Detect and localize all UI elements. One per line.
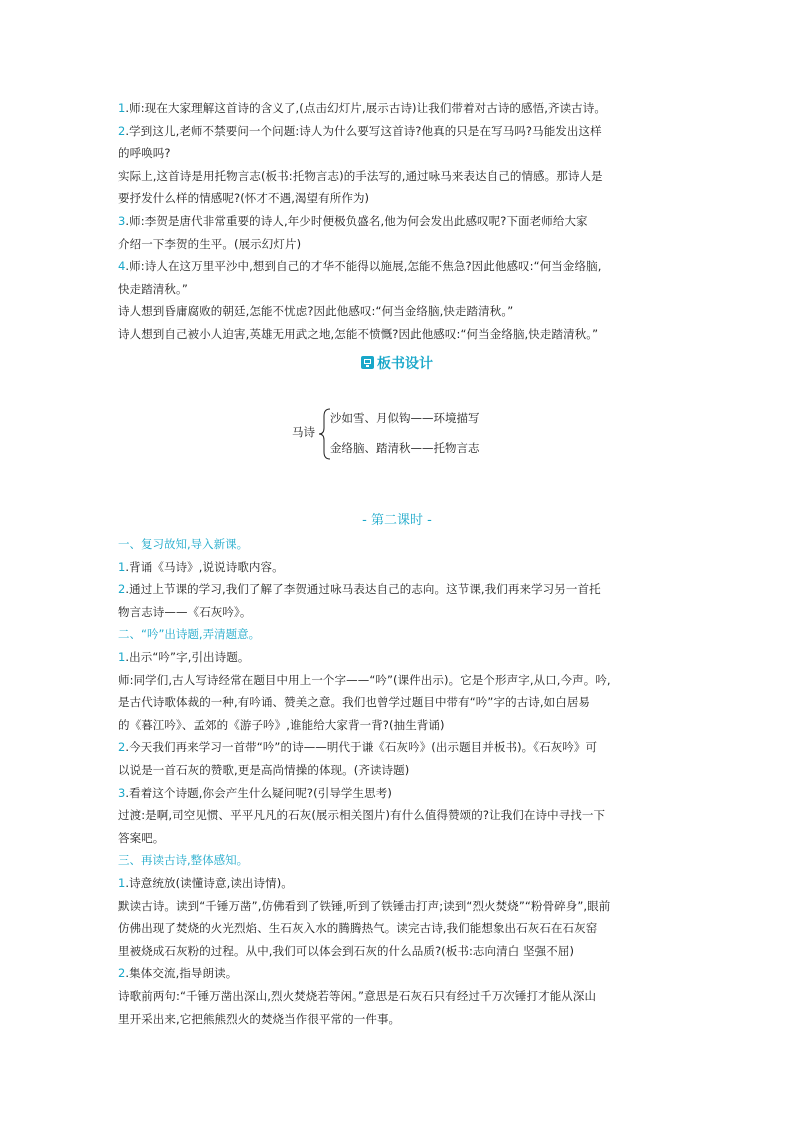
text-line xyxy=(118,278,678,301)
text-line xyxy=(118,962,678,985)
line-text: 以说是一首石灰的赞歌,更是高尚情操的体现。(齐读诗题) xyxy=(118,762,410,777)
line-text: .师:李贺是唐代非常重要的诗人,年少时便极负盛名,他为何会发出此感叹呢?下面老师给大家 xyxy=(125,213,588,228)
blackboard-icon xyxy=(361,356,374,369)
text-line xyxy=(118,210,678,233)
board-branch-1: 沙如雪、月似钩——环境描写 xyxy=(330,411,480,425)
line-text: 师:同学们,古人写诗经常在题目中用上一个字——“吟”(课件出示)。它是个形声字,从口,今声。吟, xyxy=(118,672,611,687)
line-text: 是古代诗歌体裁的一种,有吟诵、赞美之意。我们也曾学过题目中带有“吟”字的古诗,如白居易 xyxy=(118,695,591,710)
section-two-heading: 二、“吟”出诗题,弄清题意。 xyxy=(118,627,261,642)
board-title-text: 板书设计 xyxy=(377,356,433,372)
text-line xyxy=(118,323,678,346)
text-line xyxy=(118,646,678,669)
line-text: 物言志诗——《石灰吟》。 xyxy=(118,604,252,619)
lesson-title: - 第二课时 - xyxy=(362,513,432,528)
line-text: 诗歌前两句:“千锤万凿出深山,烈火焚烧若等闲。”意思是石灰石只有经过千万次锤打才能从深山 xyxy=(118,988,597,1003)
line-text: 诗人想到自己被小人迫害,英雄无用武之地,怎能不愤慨?因此他感叹:“何当金络脑,快走踏清秋。” xyxy=(118,326,599,341)
section-one-body xyxy=(118,556,678,624)
text-line xyxy=(118,759,678,782)
line-text: 实际上,这首诗是用托物言志(板书:托物言志)的手法写的,通过咏马来表达自己的情感。那诗人是 xyxy=(118,168,603,183)
text-line xyxy=(118,165,678,188)
item-number: 1 xyxy=(118,650,126,664)
line-text: 的《暮江吟》、孟郊的《游子吟》,谁能给大家背一背?(抽生背诵) xyxy=(118,717,445,732)
text-line xyxy=(118,895,678,918)
line-text: 答案吧。 xyxy=(118,830,165,845)
line-text: 仿佛出现了焚烧的火光烈焰、生石灰入水的腾腾热气。读完古诗,我们能想象出石灰石在石灰窑 xyxy=(118,921,598,936)
line-text: 过渡:是啊,司空见惯、平平凡凡的石灰(展示相关图片)有什么值得赞颂的?让我们在诗中寻找一下 xyxy=(118,808,606,823)
line-text: .集体交流,指导朗读。 xyxy=(125,966,238,981)
section-three-heading: 三、再读古诗,整体感知。 xyxy=(118,853,249,868)
text-line xyxy=(118,1008,678,1031)
item-number: 1 xyxy=(118,559,126,574)
text-line xyxy=(118,300,678,323)
item-number: 2 xyxy=(118,582,126,597)
text-line xyxy=(118,804,678,827)
text-line xyxy=(118,233,678,256)
text-line xyxy=(118,187,678,210)
board-branch-2: 金络脑、踏清秋——托物言志 xyxy=(330,441,480,455)
board-root: 马诗 xyxy=(292,425,315,439)
item-number: 4 xyxy=(118,259,126,274)
line-text: 里开采出来,它把熊熊烈火的焚烧当作很平常的一件事。 xyxy=(118,1011,401,1026)
section-one-heading: 一、复习故知,导入新课。 xyxy=(118,537,249,551)
text-line xyxy=(118,601,678,624)
text-line xyxy=(118,669,678,692)
line-text: .学到这儿,老师不禁要问一个问题:诗人为什么要写这首诗?他真的只是在写马吗?马能发出这样 xyxy=(125,123,602,138)
text-line xyxy=(118,556,678,579)
line-text: 的呼唤吗? xyxy=(118,146,171,161)
text-line xyxy=(118,736,678,759)
text-line xyxy=(118,872,678,895)
line-text: 介绍一下李贺的生平。(展示幻灯片) xyxy=(118,236,302,251)
text-line xyxy=(118,255,678,278)
text-line xyxy=(118,940,678,963)
line-text: 快走踏清秋。” xyxy=(118,281,188,296)
text-line xyxy=(118,578,678,601)
board-design-title xyxy=(0,354,794,374)
line-text: .看着这个诗题,你会产生什么疑问呢?(引导学生思考) xyxy=(125,785,392,800)
text-line xyxy=(118,142,678,165)
text-line xyxy=(118,985,678,1008)
board-diagram xyxy=(292,406,532,462)
item-number: 1 xyxy=(118,876,126,890)
item-number: 3 xyxy=(118,213,126,228)
item-number: 3 xyxy=(118,785,126,800)
line-text: 默读古诗。读到“千锤万凿”,仿佛看到了铁锤,听到了铁锤击打声;读到“烈火焚烧”“粉骨碎身”,眼前 xyxy=(118,898,611,913)
item-number: 2 xyxy=(118,966,126,981)
text-line xyxy=(118,691,678,714)
text-line xyxy=(118,782,678,805)
text-line xyxy=(118,714,678,737)
section-two-body xyxy=(118,646,678,849)
line-text: .通过上节课的学习,我们了解了李贺通过咏马表达自己的志向。这节课,我们再来学习另一首托 xyxy=(125,582,601,597)
line-text: .出示“吟”字,引出诗题。 xyxy=(125,650,250,664)
line-text: .背诵《马诗》,说说诗歌内容。 xyxy=(125,559,284,574)
section-three-body xyxy=(118,872,678,1030)
line-text: .今天我们再来学习一首带“吟”的诗——明代于谦《石灰吟》(出示题目并板书)。《石灰吟》可 xyxy=(125,740,598,755)
lesson-part-one xyxy=(118,97,678,346)
text-line xyxy=(118,827,678,850)
item-number: 2 xyxy=(118,740,126,755)
text-line xyxy=(118,120,678,143)
line-text: 要抒发什么样的情感呢?(怀才不遇,渴望有所作为) xyxy=(118,191,370,206)
line-text: .师:诗人在这万里平沙中,想到自己的才华不能得以施展,怎能不焦急?因此他感叹:“何当金络脑, xyxy=(125,259,602,274)
text-line xyxy=(118,97,678,120)
item-number: 2 xyxy=(118,123,126,138)
line-text: 诗人想到昏庸腐败的朝廷,怎能不忧虑?因此他感叹:“何当金络脑,快走踏清秋。” xyxy=(118,304,514,319)
line-text: .师:现在大家理解这首诗的含义了,(点击幻灯片,展示古诗)让我们带着对古诗的感悟,齐读古诗。 xyxy=(125,101,606,115)
line-text: 里被烧成石灰粉的过程。从中,我们可以体会到石灰的什么品质?(板书:志向清白 坚强不屈) xyxy=(118,943,575,958)
item-number: 1 xyxy=(118,101,126,115)
line-text: .诗意统放(读懂诗意,读出诗情)。 xyxy=(125,876,293,890)
text-line xyxy=(118,917,678,940)
